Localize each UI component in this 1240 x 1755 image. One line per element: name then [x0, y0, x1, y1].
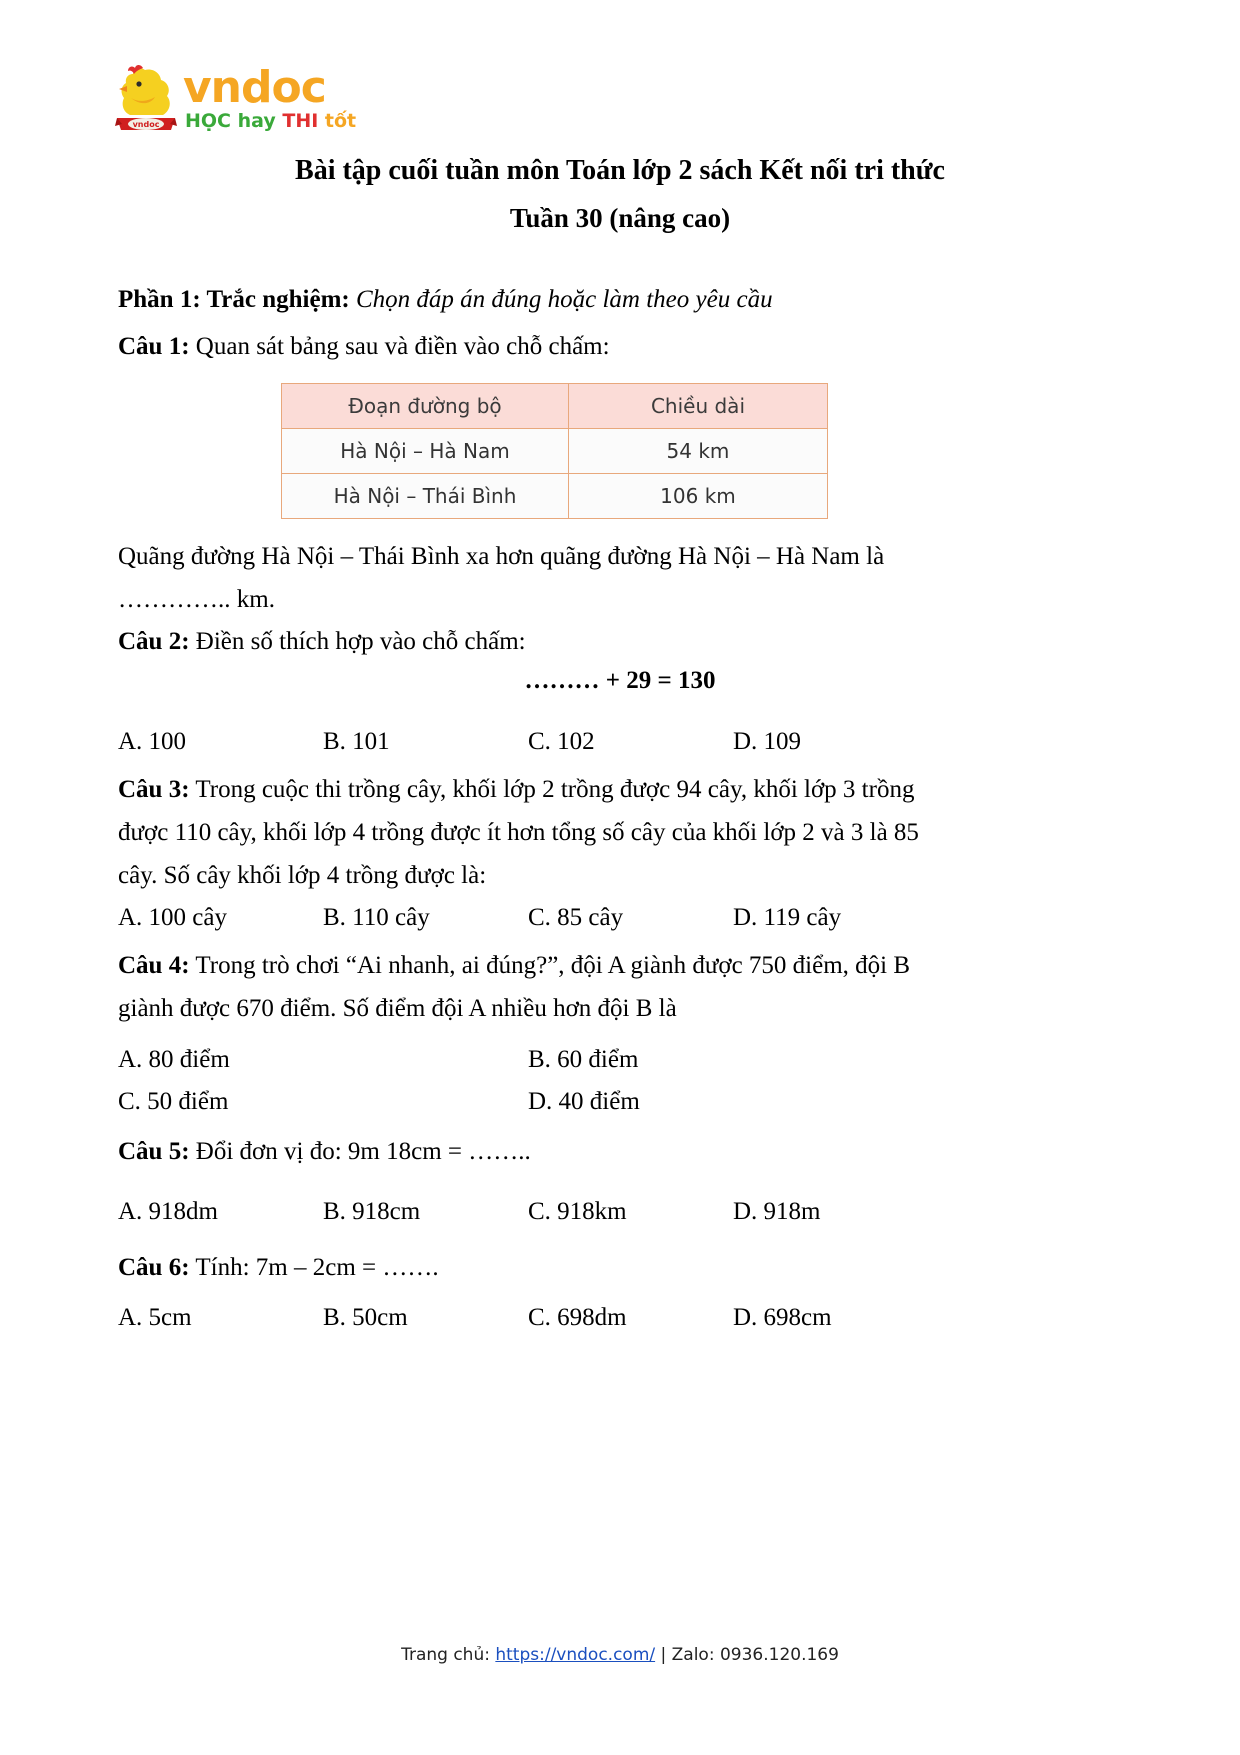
rooster-mascot-icon [115, 64, 177, 134]
answer-option-d[interactable]: D. 109 [733, 728, 802, 755]
question-6-number: Câu 6: [118, 1254, 190, 1281]
answer-option-c[interactable]: C. 85 cây [528, 904, 624, 931]
answer-option-c[interactable]: C. 50 điểm [118, 1088, 229, 1115]
section-heading [118, 278, 938, 321]
question-5 [118, 1130, 938, 1173]
answer-option-d[interactable]: D. 119 cây [733, 904, 842, 931]
question-2-text: Điền số thích hợp vào chỗ chấm: [195, 628, 526, 655]
question-5-text: Đổi đơn vị đo: 9m 18cm = …….. [195, 1138, 531, 1165]
question-3 [118, 768, 938, 897]
tagline-part-2: THI [282, 110, 325, 132]
answer-option-a[interactable]: A. 918dm [118, 1198, 218, 1225]
question-4-answers-row-2 [118, 1082, 938, 1122]
question-4-answers-row-1 [118, 1040, 938, 1080]
question-2 [118, 620, 938, 663]
answer-option-c[interactable]: C. 918km [528, 1198, 627, 1225]
section-instruction: Chọn đáp án đúng hoặc làm theo yêu cầu [355, 286, 773, 313]
page-footer [0, 1645, 1240, 1665]
answer-option-d[interactable]: D. 918m [733, 1198, 821, 1225]
vndoc-logo [115, 62, 435, 140]
tagline-part-1: HỌC hay [185, 110, 283, 132]
table-cell-length-1: 54 km [568, 429, 827, 474]
table-header-row [282, 384, 828, 429]
table-cell-length-2: 106 km [568, 474, 827, 519]
table-row [282, 429, 828, 474]
question-2-answers [118, 722, 938, 762]
answer-option-a[interactable]: A. 80 điểm [118, 1046, 230, 1073]
answer-option-b[interactable]: B. 101 [323, 728, 390, 755]
answer-option-a[interactable]: A. 5cm [118, 1304, 192, 1331]
footer-suffix: | Zalo: 0936.120.169 [655, 1645, 839, 1665]
question-3-answers [118, 898, 938, 938]
distance-table [281, 383, 828, 519]
answer-option-b[interactable]: B. 60 điểm [528, 1046, 639, 1073]
question-3-text: Trong cuộc thi trồng cây, khối lớp 2 trồng được 94 cây, khối lớp 3 trồng được 110 cây, khối lớp 4 trồng được ít hơn tổng số cây của khối lớp 2 và 3 là 85 cây. Số cây khối lớp 4 trồng được là: [118, 776, 919, 889]
question-2-number: Câu 2: [118, 628, 190, 655]
footer-website-link[interactable]: https://vndoc.com/ [495, 1645, 656, 1665]
answer-option-b[interactable]: B. 110 cây [323, 904, 430, 931]
question-6 [118, 1246, 938, 1289]
answer-option-a[interactable]: A. 100 [118, 728, 187, 755]
table-cell-route-2: Hà Nội – Thái Bình [282, 474, 569, 519]
page-subtitle: Tuần 30 (nâng cao) [509, 203, 731, 233]
question-6-answers [118, 1298, 938, 1338]
page-title: Bài tập cuối tuần môn Toán lớp 2 sách Kết nối tri thức [295, 155, 945, 186]
question-6-text: Tính: 7m – 2cm = ……. [195, 1254, 439, 1281]
question-1-text: Quan sát bảng sau và điền vào chỗ chấm: [195, 333, 610, 360]
tagline-part-3: tốt [324, 110, 357, 132]
logo-wordmark: vndoc [183, 62, 326, 113]
question-3-number: Câu 3: [118, 776, 190, 803]
section-label: Phần 1: Trắc nghiệm: [118, 286, 350, 313]
svg-text:vndoc: vndoc [132, 120, 160, 129]
table-row [282, 474, 828, 519]
question-5-answers [118, 1192, 938, 1232]
table-cell-route-1: Hà Nội – Hà Nam [282, 429, 569, 474]
question-1-fill-statement: Quãng đường Hà Nội – Thái Bình xa hơn quãng đường Hà Nội – Hà Nam là ………….. km. [118, 543, 885, 613]
table-header-cell-route: Đoạn đường bộ [282, 384, 569, 429]
answer-option-d[interactable]: D. 698cm [733, 1304, 832, 1331]
table-header-cell-length: Chiều dài [568, 384, 827, 429]
answer-option-a[interactable]: A. 100 cây [118, 904, 227, 931]
question-1 [118, 325, 938, 368]
question-4-text: Trong trò chơi “Ai nhanh, ai đúng?”, đội A giành được 750 điểm, đội B giành được 670 điểm. Số điểm đội A nhiều hơn đội B là [118, 952, 911, 1022]
logo-tagline [185, 112, 356, 131]
answer-option-d[interactable]: D. 40 điểm [528, 1088, 640, 1115]
question-4-number: Câu 4: [118, 952, 190, 979]
answer-option-b[interactable]: B. 50cm [323, 1304, 408, 1331]
footer-prefix: Trang chủ: [401, 1645, 496, 1665]
answer-option-c[interactable]: C. 102 [528, 728, 595, 755]
question-5-number: Câu 5: [118, 1138, 190, 1165]
answer-option-b[interactable]: B. 918cm [323, 1198, 421, 1225]
question-1-number: Câu 1: [118, 333, 190, 360]
question-4 [118, 944, 938, 1030]
question-2-equation: ……… + 29 = 130 [524, 667, 716, 694]
answer-option-c[interactable]: C. 698dm [528, 1304, 627, 1331]
